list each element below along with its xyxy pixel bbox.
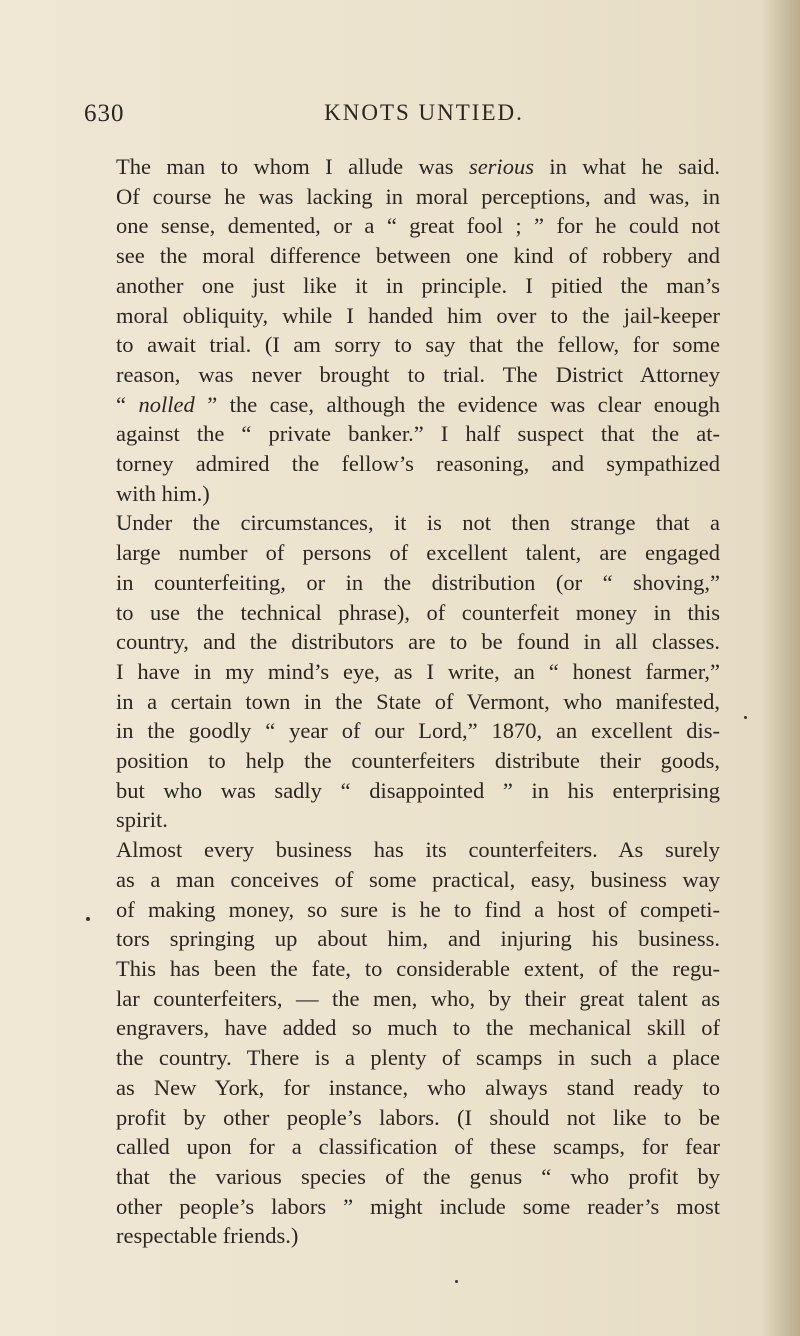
text-line: called upon for a classification of these scamps, for fear: [116, 1134, 720, 1160]
page-number: 630: [84, 100, 125, 127]
page-header: [84, 100, 724, 130]
running-head: KNOTS UNTIED.: [324, 100, 524, 125]
text-line: in the goodly “ year of our Lord,” 1870, an excellent dis-: [116, 718, 720, 744]
text-line: profit by other people’s labors. (I should not like to be: [116, 1104, 720, 1130]
ink-speck: [86, 917, 90, 921]
text-line: The man to whom I allude was serious in what he said.: [116, 154, 721, 179]
text-line: lar counterfeiters, — the men, who, by their great talent as: [116, 985, 720, 1011]
text-line: This has been the fate, to considerable extent, of the regu-: [116, 955, 720, 981]
text-line: Under the circumstances, it is not then strange that a: [116, 510, 720, 536]
paragraph: [116, 152, 720, 508]
text-line: respectable friends.): [116, 1223, 299, 1249]
text-line: moral obliquity, while I handed him over to the jail-keeper: [116, 302, 720, 328]
text-line: as New York, for instance, who always stand ready to: [116, 1074, 720, 1100]
text-line: but who was sadly “ disappointed ” in his enterprising: [116, 777, 720, 803]
text-line: tors springing up about him, and injuring his business.: [116, 926, 720, 952]
text-line: torney admired the fellow’s reasoning, and sympathized: [116, 451, 720, 477]
body-text: [116, 152, 720, 1251]
text-line: with him.): [116, 480, 210, 506]
text-line: Of course he was lacking in moral perceptions, and was, in: [116, 183, 720, 209]
text-line: engravers, have added so much to the mechanical skill of: [116, 1015, 720, 1041]
text-line: to use the technical phrase), of counterfeit money in this: [116, 599, 720, 625]
text-line: to await trial. (I am sorry to say that the fellow, for some: [116, 332, 720, 358]
ink-speck: [455, 1280, 458, 1283]
text-line: other people’s labors ” might include some reader’s most: [116, 1193, 720, 1219]
text-line: that the various species of the genus “ who profit by: [116, 1163, 720, 1189]
text-line: of making money, so sure is he to find a host of competi-: [116, 896, 720, 922]
text-line: country, and the distributors are to be found in all classes.: [116, 629, 720, 655]
ink-speck: [744, 716, 747, 719]
text-line: as a man conceives of some practical, easy, business way: [116, 866, 720, 892]
text-line: one sense, demented, or a “ great fool ; ” for he could not: [116, 213, 720, 239]
text-line: reason, was never brought to trial. The District Attorney: [116, 361, 720, 387]
text-line: the country. There is a plenty of scamps in such a place: [116, 1045, 720, 1071]
paragraph: [116, 835, 720, 1251]
text-line: I have in my mind’s eye, as I write, an “ honest farmer,”: [116, 658, 720, 684]
text-line: see the moral difference between one kind of robbery and: [116, 243, 720, 269]
text-line: in a certain town in the State of Vermont, who manifested,: [116, 688, 720, 714]
text-line: against the “ private banker.” I half suspect that the at-: [116, 421, 720, 447]
text-line: “ nolled ” the case, although the evidence was clear enough: [116, 391, 721, 417]
text-line: in counterfeiting, or in the distribution (or “ shoving,”: [116, 569, 720, 595]
text-line: Almost every business has its counterfeiters. As surely: [116, 837, 720, 863]
text-line: position to help the counterfeiters distribute their goods,: [116, 748, 720, 774]
text-line: another one just like it in principle. I pitied the man’s: [116, 272, 720, 298]
text-line: large number of persons of excellent talent, are engaged: [116, 540, 720, 566]
paragraph: [116, 508, 720, 835]
text-line: spirit.: [116, 807, 168, 833]
